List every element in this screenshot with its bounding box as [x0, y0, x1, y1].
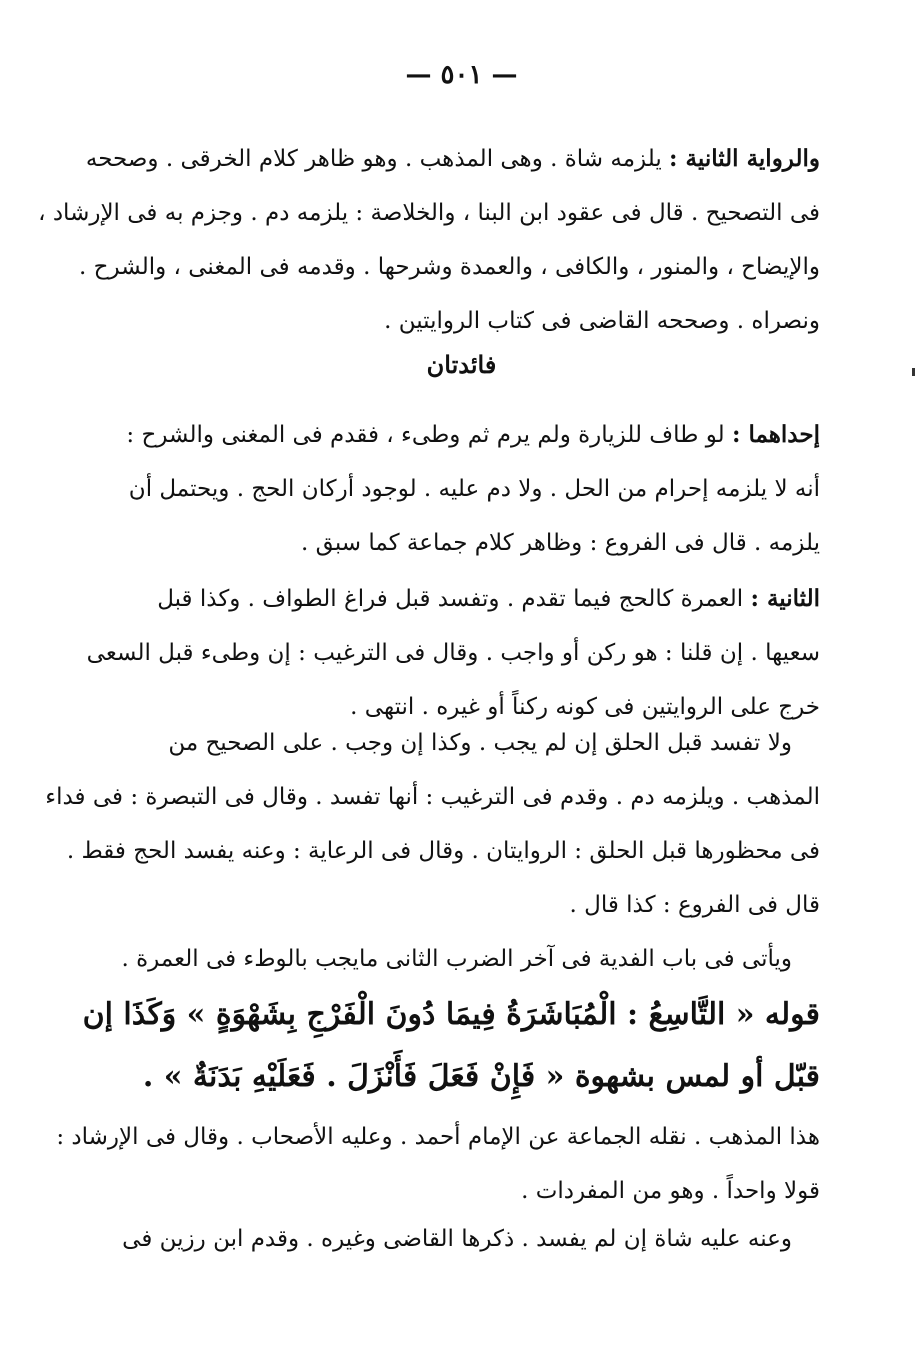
paragraph-lead: إحداهما : [731, 421, 820, 448]
text-line: يلزمه . قال فى الفروع : وظاهر كلام جماعة كما سبق . [301, 530, 820, 556]
paragraph-first-benefit [126, 408, 820, 570]
text-line: سعيها . إن قلنا : هو ركن أو واجب . وقال فى الترغيب : إن وطىء قبل السعى [86, 640, 820, 666]
text-line: هذا المذهب . نقله الجماعة عن الإمام أحمد . وعليه الأصحاب . وقال فى الإرشاد : [56, 1124, 820, 1150]
margin-mark [912, 368, 915, 376]
text-line: وعنه عليه شاة إن لم يفسد . ذكرها القاضى وغيره . وقدم ابن رزين فى [122, 1226, 792, 1252]
section-heading: فائدتان [426, 350, 497, 379]
text-line: قال فى الفروع : كذا قال . [569, 892, 820, 918]
text-line [157, 572, 820, 626]
text-line [126, 408, 820, 462]
line-text: العمرة كالحج فيما تقدم . وتفسد قبل فراغ الطواف . وكذا قبل [157, 586, 744, 612]
quoted-matn [82, 984, 820, 1108]
paragraph-cross-reference [121, 932, 820, 986]
text-line: قبّل أو لمس بشهوة « فَإِنْ فَعَلَ فَأَنْزَلَ . فَعَلَيْهِ بَدَنَةٌ » . [142, 1059, 820, 1094]
paragraph-lead: الثانية : [750, 585, 820, 612]
text-line: ولا تفسد قبل الحلق إن لم يجب . وكذا إن وجب . على الصحيح من [168, 730, 792, 756]
text-line [85, 132, 820, 186]
paragraph-second-benefit [86, 572, 820, 734]
text-line: أنه لا يلزمه إحرام من الحل . ولا دم عليه . لوجود أركان الحج . ويحتمل أن [128, 476, 820, 502]
paragraph-shaving [45, 716, 820, 932]
text-line: قوله « التَّاسِعُ : الْمُبَاشَرَةُ فِيمَا دُونَ الْفَرْجِ بِشَهْوَةٍ » وَكَذَا إن [82, 997, 820, 1032]
paragraph-second-narration [38, 132, 820, 348]
text-line: ويأتى فى باب الفدية فى آخر الضرب الثانى مايجب بالوطء فى العمرة . [121, 946, 792, 972]
line-text: لو طاف للزيارة ولم يرم ثم وطىء ، فقدم فى المغنى والشرح : [126, 422, 725, 448]
text-line: خرج على الروايتين فى كونه ركناً أو غيره . انتهى . [350, 694, 820, 720]
paragraph-madhhab [56, 1110, 820, 1218]
paragraph-other-narration [122, 1212, 820, 1266]
text-line: فى التصحيح . قال فى عقود ابن البنا ، والخلاصة : يلزمه دم . وجزم به فى الإرشاد ، [38, 200, 820, 226]
line-text: يلزمه شاة . وهى المذهب . وهو ظاهر كلام الخرقى . وصححه [85, 146, 662, 172]
text-line: ونصراه . وصححه القاضى فى كتاب الروايتين . [384, 308, 820, 334]
text-line: قولا واحداً . وهو من المفردات . [521, 1178, 820, 1204]
text-line: والإيضاح ، والمنور ، والكافى ، والعمدة وشرحها . وقدمه فى المغنى ، والشرح . [79, 254, 820, 280]
text-line: فى محظورها قبل الحلق : الروايتان . وقال فى الرعاية : وعنه يفسد الحج فقط . [66, 838, 820, 864]
paragraph-lead: والرواية الثانية : [669, 145, 820, 172]
page-number: — ٥٠١ — [405, 60, 518, 90]
text-line: المذهب . ويلزمه دم . وقدم فى الترغيب : أنها تفسد . وقال فى التبصرة : فى فداء [45, 784, 820, 810]
